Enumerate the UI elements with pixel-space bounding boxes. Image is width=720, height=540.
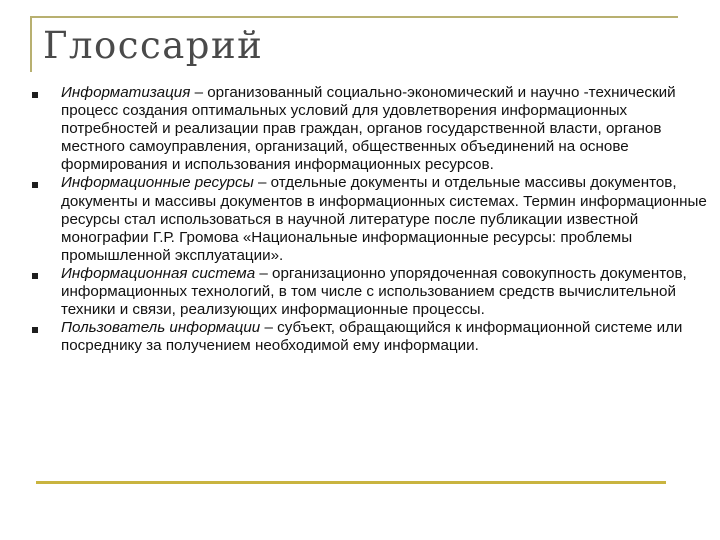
- glossary-definition: – отдельные документы и отдельные массивы документов, документы и массивы документов в информационных системах. Термин информационные ресурсы стал использоваться в научной литературе после публикации известной монографии Г.Р. Громова «Национальные информационные ресурсы: проблемы промышленной эксплуатации».: [61, 174, 707, 264]
- bottom-divider: [36, 481, 666, 484]
- glossary-term: Информационные ресурсы: [61, 174, 254, 192]
- glossary-definition: – организованный социально-экономический и научно -технический процесс создания оптимальных условий для удовлетворения информационных потребностей и реализации прав граждан, органов государственной власти, органов местного самоуправления, организаций, общественных объединений на основе формирования и использования информационных ресурсов.: [61, 84, 676, 174]
- square-bullet-icon: [32, 182, 38, 188]
- square-bullet-icon: [32, 92, 38, 98]
- glossary-item: [30, 265, 714, 319]
- square-bullet-icon: [32, 273, 38, 279]
- page-title: Глоссарий: [43, 24, 264, 67]
- glossary-item: [30, 174, 714, 264]
- glossary-definition: – субъект, обращающийся к информационной системе или посреднику за получением необходимой ему информации.: [61, 319, 683, 355]
- glossary-term: Пользователь информации: [61, 319, 261, 337]
- glossary-item: [30, 319, 714, 355]
- glossary-term: Информатизация: [61, 84, 191, 101]
- frame-top-line: [30, 16, 678, 18]
- square-bullet-icon: [32, 327, 38, 333]
- glossary-item: [30, 84, 714, 174]
- glossary-list: [30, 84, 714, 355]
- glossary-term: Информационная система: [61, 264, 256, 282]
- glossary-definition: – организационно упорядоченная совокупность документов, информационных технологий, в том числе с использованием средств вычислительной техники и связи, реализующих информационные процессы.: [61, 264, 687, 319]
- frame-left-line: [30, 16, 32, 72]
